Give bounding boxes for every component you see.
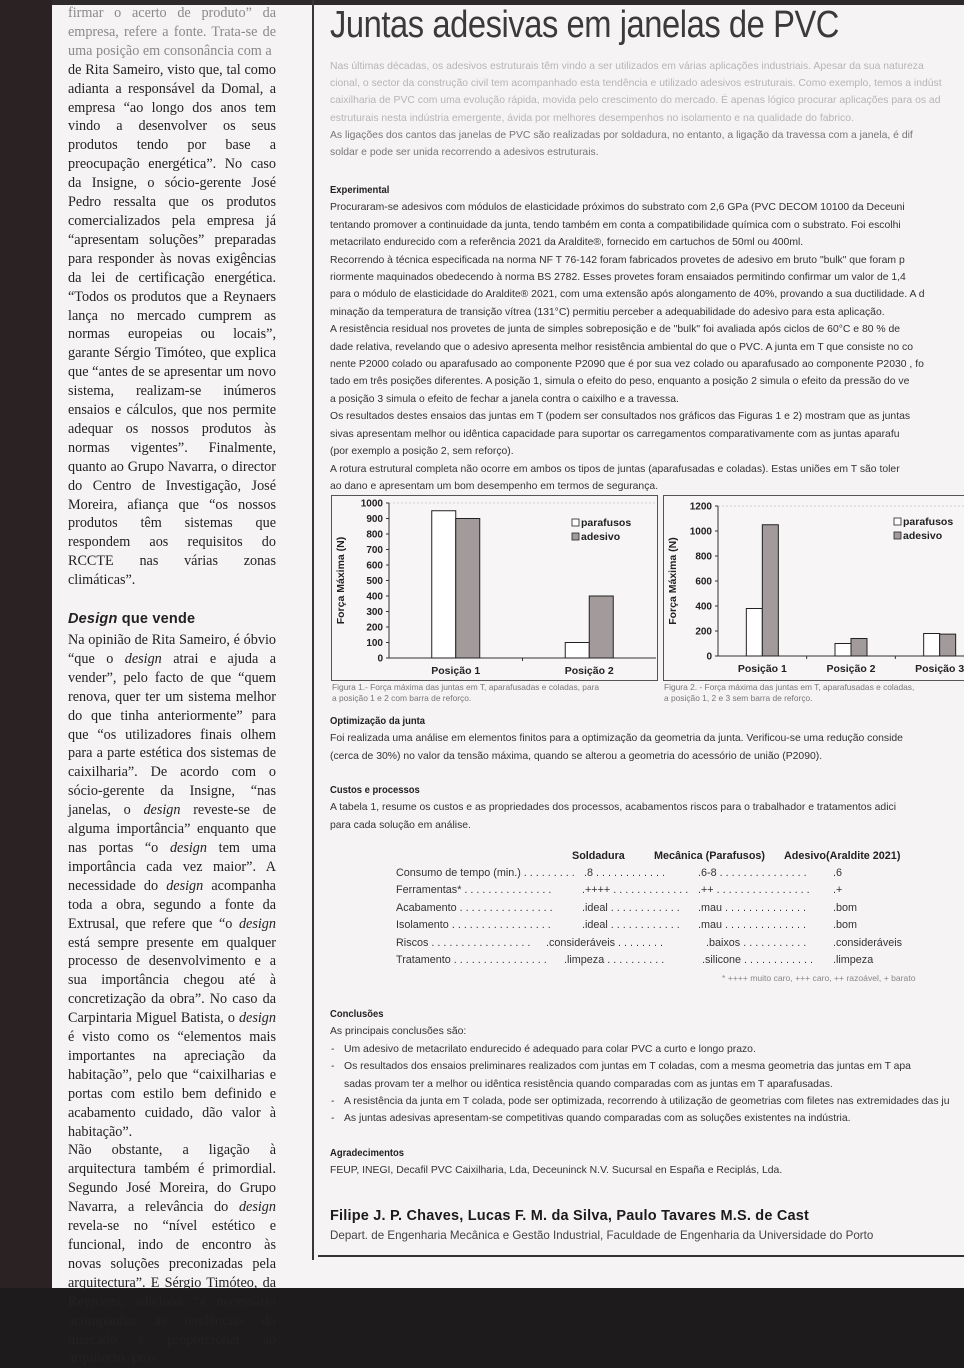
paragraph-line: dade relativa, revelando que o adesivo apresenta melhor resistência ambiental do que o PVC. A junta em T que consiste no co xyxy=(330,341,914,353)
legend-label-adesivo: adesivo xyxy=(903,530,943,542)
list-item: - Os resultados dos ensaios preliminares realizados com juntas em T coladas, com a mesma geometria das juntas em T apa sadas provam ter a melhor ou idêntica resistência quando comparadas com as juntas em T aparafusadas. xyxy=(330,1058,964,1093)
table-cell: .baixos . . . . . . . . . . . xyxy=(706,936,807,949)
table-cell: .++++ . . . . . . . . . . . . . xyxy=(582,884,689,897)
table-cell: .silicone . . . . . . . . . . . . xyxy=(702,954,814,966)
y-axis-label: Força Máxima (N) xyxy=(335,536,347,625)
table-cell: .6 xyxy=(833,867,843,879)
paragraph-line: ao dano e apresentam um bom desempenho em termos de segurança. xyxy=(330,480,659,492)
section-agradecimentos: Agradecimentos FEUP, INEGI, Decafil PVC Caixilharia, Lda, Deceuninck N.V. Sucursal en España e Reciplás, Lda. xyxy=(330,1145,964,1180)
left-article-column xyxy=(68,4,276,1368)
y-tick-label: 800 xyxy=(366,529,383,541)
figure-2-chart xyxy=(663,495,964,681)
y-tick-label: 200 xyxy=(695,626,712,638)
legend-swatch-adesivo xyxy=(894,532,901,539)
footer-rule xyxy=(318,1255,964,1257)
y-tick-label: 0 xyxy=(377,653,383,665)
table-cell: .mau . . . . . . . . . . . . . . xyxy=(698,919,806,932)
article-panel xyxy=(330,0,964,1260)
bar-adesivo xyxy=(940,634,956,656)
figure-2-caption: Figura 2. - Força máxima das juntas em T, aparafusadas e coladas, a posição 1, 2 e 3 sem barra de reforço. xyxy=(664,682,915,703)
paragraph: de Rita Sameiro, visto que, tal como adianta a responsável da Domal, a empresa “ao longo dos anos tem vindo a desenvolver os seus produtos tendo por base a preocupação energética”. No caso da Insigne, o sócio-gerente José Pedro ressalta que os produtos comercializados pela empresa já “apresentam soluções” preparadas para responder às novas exigências da lei de certificação energética. “Todos os produtos que a Reynaers lança no mercado cumprem as normas europeias ou locais”, garante Sérgio Timóteo, que explica que “antes de se apresentar um novo sistema, realizam-se inúmeros ensaios e cálculos, que nos permite adequar os nossos produtos às normas vigentes”. Finalmente, quanto ao Grupo Navarra, o director do Centro de Investigação, José Moreira, afiança que “os nossos produtos têm sistemas que respondem aos requisitos do RCCTE nas várias zonas climáticas”. xyxy=(68,61,276,589)
row-label: Isolamento . . . . . . . . . . . . . . . . . xyxy=(396,919,551,932)
x-tick-label: Posição 1 xyxy=(737,663,787,675)
y-tick-label: 500 xyxy=(366,576,383,587)
table-cell: .limpeza xyxy=(833,954,874,966)
legend-swatch-parafusos xyxy=(572,519,579,526)
y-tick-label: 400 xyxy=(695,601,712,613)
y-tick-label: 1000 xyxy=(360,498,383,510)
table-cell: .ideal . . . . . . . . . . . . xyxy=(582,901,680,914)
paragraph-line: tentando promover a continuidade da junta, tendo também em conta a compatibilidade química com o substrato. Foi escolhi xyxy=(330,219,901,231)
y-tick-label: 300 xyxy=(366,607,383,618)
row-label: Ferramentas* . . . . . . . . . . . . . . . xyxy=(396,884,552,897)
x-tick-label: Posição 2 xyxy=(564,665,614,677)
paragraph-line: tado em três posições diferentes. A posição 1, simula o efeito do peso, enquanto a posição 2 simula o efeito da pressão do ve xyxy=(330,376,910,388)
list-item: - A resistência da junta em T colada, pode ser optimizada, recorrendo à utilização de geometrias com filetes nas extremidades das ju xyxy=(330,1093,964,1110)
y-tick-label: 800 xyxy=(695,551,712,563)
paragraph-line: para o módulo de elasticidade do Araldite® 2021, com uma extensão após alongamento de 40%, provando a sua ductilidade. A d xyxy=(330,289,925,301)
section-custos: Custos e processos A tabela 1, resume os custos e as propriedades dos processos, acabamentos riscos para o trabalhador e tratamentos adici para cada solução em análise. xyxy=(330,782,964,834)
y-axis-label: Força Máxima (N) xyxy=(667,537,679,625)
x-tick-label: Posição 3 xyxy=(915,663,964,675)
y-tick-label: 1200 xyxy=(689,501,712,513)
y-tick-label: 900 xyxy=(366,514,383,525)
article-title: Juntas adesivas em janelas de PVC xyxy=(330,4,839,46)
paragraph-line: metacrilato endurecido com a referência 2021 da Araldite®, fornecido em cartuchos de 50ml ou 400ml. xyxy=(330,237,804,249)
section-heading: Design que vende xyxy=(68,611,196,628)
y-tick-label: 100 xyxy=(366,638,383,649)
list-item: - As juntas adesivas apresentam-se competitivas quando comparadas com as soluções existentes na indústria. xyxy=(330,1110,964,1127)
row-label: Tratamento . . . . . . . . . . . . . . . . xyxy=(396,954,547,966)
y-tick-label: 400 xyxy=(366,591,383,603)
y-tick-label: 600 xyxy=(695,576,712,588)
table-header: Mecânica (Parafusos) xyxy=(654,850,766,862)
table-cell: .ideal . . . . . . . . . . . . xyxy=(582,919,680,932)
y-tick-label: 0 xyxy=(706,651,712,663)
paragraph-line: (por exemplo a posição 2, sem reforço). xyxy=(330,446,514,458)
row-label: Riscos . . . . . . . . . . . . . . . . . xyxy=(396,936,531,949)
bar-adesivo xyxy=(589,596,613,658)
table-cell: .6-8 . . . . . . . . . . . . . . . xyxy=(698,867,807,879)
table-footnote: * ++++ muito caro, +++ caro, ++ razoável, + barato xyxy=(722,973,916,983)
table-cell: .limpeza . . . . . . . . . . xyxy=(564,954,665,966)
bar-parafusos xyxy=(746,609,762,657)
section-heading: Custos e processos xyxy=(330,784,420,796)
table-cell: .+ xyxy=(833,884,843,897)
authors: Filipe J. P. Chaves, Lucas F. M. da Silva, Paulo Tavares M.S. de Cast xyxy=(330,1208,810,1224)
section-heading: Optimização da junta xyxy=(330,715,426,727)
legend-swatch-adesivo xyxy=(572,533,579,540)
paragraph-line: nente P2000 colado ou aparafusado ao componente P2090 que é por sua vez colado ou aparafusado ao componente P2030 , fo xyxy=(330,359,924,371)
bar-adesivo xyxy=(851,639,867,657)
column-divider xyxy=(312,0,314,1260)
legend-swatch-parafusos xyxy=(894,518,901,525)
x-tick-label: Posição 2 xyxy=(826,663,876,675)
bar-adesivo xyxy=(762,525,778,656)
table-cell: .bom xyxy=(833,901,858,914)
paragraph-line: minação da temperatura de transição vítrea (131°C) permitiu perceber a adequabilidade do adesivo para esta aplicação. xyxy=(330,306,885,318)
table-header: Adesivo(Araldite 2021) xyxy=(784,850,901,862)
paragraph-line: A rotura estrutural completa não ocorre em ambos os tipos de juntas (aparafusadas e coladas). Estas uniões em T são toler xyxy=(330,463,900,475)
affiliation: Depart. de Engenharia Mecânica e Gestão Industrial, Faculdade de Engenharia da Universidade do Porto xyxy=(330,1229,874,1242)
y-tick-label: 200 xyxy=(366,622,383,634)
paragraph-line: Recorrendo à técnica especificada na norma NF T 76-142 foram fabricados provetes de adesivo em bruto "bulk" que foram p xyxy=(330,254,905,266)
legend-label-parafusos: parafusos xyxy=(903,516,954,528)
paragraph-line: Os resultados destes ensaios das juntas em T (podem ser consultados nos gráficos das Figuras 1 e 2) mostram que as juntas xyxy=(330,411,911,423)
paragraph-line: riormente maquinados obedecendo à norma BS 2782. Esses provetes foram ensaiados permitindo confirmar um valor de 1,4 xyxy=(330,272,906,284)
table-cell: .8 . . . . . . . . . . . . xyxy=(584,867,665,879)
faded-text: firmar o acerto de produto” da empresa, refere a fonte. Trata-se de uma posição em consonância com a xyxy=(68,5,276,59)
y-tick-label: 600 xyxy=(366,560,383,572)
page-edge-left xyxy=(0,0,52,1325)
bar-adesivo xyxy=(456,519,480,659)
section-heading: Agradecimentos xyxy=(330,1147,405,1159)
paragraph: Não obstante, a ligação à arquitectura também é primordial. Segundo José Moreira, do Grupo Navarra, a relevância do design revela-se no “nível estético e funcional, indo de encontro às novas soluções preconizadas pela arquitectura”. E Sérgio Timóteo, da Reynaers, adiciona “é necessário acompanhar as tendências do mercado e proporcionar ao arquitecto, pro- xyxy=(68,1142,276,1367)
x-tick-label: Posição 1 xyxy=(431,665,481,677)
list-item: - Um adesivo de metacrilato endurecido é adequado para colar PVC a curto e longo prazo. xyxy=(330,1041,964,1058)
row-label: Acabamento . . . . . . . . . . . . . . . . xyxy=(396,901,553,914)
bar-parafusos xyxy=(924,634,940,657)
paragraph-line: Procuraram-se adesivos com módulos de elasticidade próximos do substrato com 2,6 GPa (PVC DECOM 10100 da Deceuni xyxy=(330,202,905,214)
paragraph-line: sivas apresentam melhor ou idêntica capacidade para suportar os carregamentos comparativamente com as juntas aparafu xyxy=(330,428,900,440)
section-heading: Conclusões xyxy=(330,1008,384,1020)
section-conclusoes: Conclusões As principais conclusões são: - Um adesivo de metacrilato endurecido é adequado para colar PVC a curto e longo prazo. - Os resultados dos ensaios preliminares realizados com juntas em T coladas, com a mesma geometria das juntas em T apa sadas provam ter a melhor ou idêntica resistência quando comparadas com as juntas em T aparafusadas. - A resistência da junta em T colada, pode ser optimizada, recorrendo à utilização de geometrias com filetes nas extremidades das ju - As juntas adesivas apresentam-se competitivas quando comparadas com as soluções existentes na indústria. xyxy=(330,1006,964,1128)
paragraph-line: A resistência residual nos provetes de junta de simples sobreposição e de "bulk" foi avaliada após ciclos de 60°C e 80 % de xyxy=(330,324,901,336)
paragraph-line: a posição 3 simula o efeito de fechar a janela contra o caixilho e a travessa. xyxy=(330,393,679,405)
article-intro: Nas últimas décadas, os adesivos estruturais têm vindo a ser utilizados em várias aplicações industriais. Apesar da sua natureza cional, o sector da construção civil tem acompanhado esta tendência e utilizado adesivos estruturais. Como exemplo, temos a indúst caixilharia de PVC com uma evolução rápida, movida pelo crescimento do mercado. É apenas lógico procurar aplicações para os ad estruturais nesta indústria emergente, ávida por melhores desempenhos no isolamento e na qualidade do fabrico. As ligações dos cantos das janelas de PVC são realizadas por soldadura, no entanto, a ligação da travessa com a janela, é dif soldar e pode ser unida recorrendo a adesivos estruturais. xyxy=(330,61,942,159)
y-tick-label: 700 xyxy=(366,545,383,556)
section-heading: Experimental xyxy=(330,184,390,196)
paragraph: Na opinião de Rita Sameiro, é óbvio “que o design atrai e ajuda a vender”, pelo facto de que “quem renova, quer ter um sistema melhor do que tinha anteriormente” para que “os utilizadores finais olhem para a parte estética dos sistemas de caixilharia”. De acordo com o sócio-gerente da Insigne, “nas janelas, o design reveste-se de alguma importância” enquanto que nas portas “o design tem uma importância cada vez maior”. A necessidade do design acompanha toda a obra, segundo a fonte da Extrusal, que refere que “o design está sempre presente em qualquer processo de desenvolvimento e a sua importância chegou até à concretização da obra”. No caso da Carpintaria Miguel Batista, o design é visto como os “elementos mais importantes na apreciação da habitação”, pelo que “caixilharias e portas com estilo bem definido e acabamento cuidado, dão valor à habitação”. xyxy=(68,632,276,1140)
table-cell: .consideráveis . . . . . . . . xyxy=(546,936,664,949)
table-header: Soldadura xyxy=(572,850,625,862)
bar-parafusos xyxy=(432,511,456,658)
row-label: Consumo de tempo (min.) . . . . . . . . . xyxy=(396,867,575,879)
table-cell: .++ . . . . . . . . . . . . . . . . xyxy=(698,884,810,897)
bar-parafusos xyxy=(835,644,851,657)
table-cell: .bom xyxy=(833,919,858,932)
bar-parafusos xyxy=(565,643,589,659)
table-cell: .consideráveis xyxy=(833,936,903,949)
table-cell: .mau . . . . . . . . . . . . . . xyxy=(698,901,806,914)
figure-1-caption: Figura 1.- Força máxima das juntas em T, aparafusadas e coladas, para a posição 1 e 2 com barra de reforço. xyxy=(332,682,600,703)
section-experimental xyxy=(330,182,964,495)
y-tick-label: 1000 xyxy=(689,526,712,538)
section-optimizacao: Optimização da junta Foi realizada uma análise em elementos finitos para a optimização da geometria da junta. Verificou-se uma redução conside (cerca de 30%) no valor da tensão máxima, quando se alterou a geometria do acessório de união (P2090). xyxy=(330,713,964,765)
legend-label-adesivo: adesivo xyxy=(581,531,621,543)
legend-label-parafusos: parafusos xyxy=(581,517,632,529)
figure-1-chart xyxy=(331,495,658,681)
